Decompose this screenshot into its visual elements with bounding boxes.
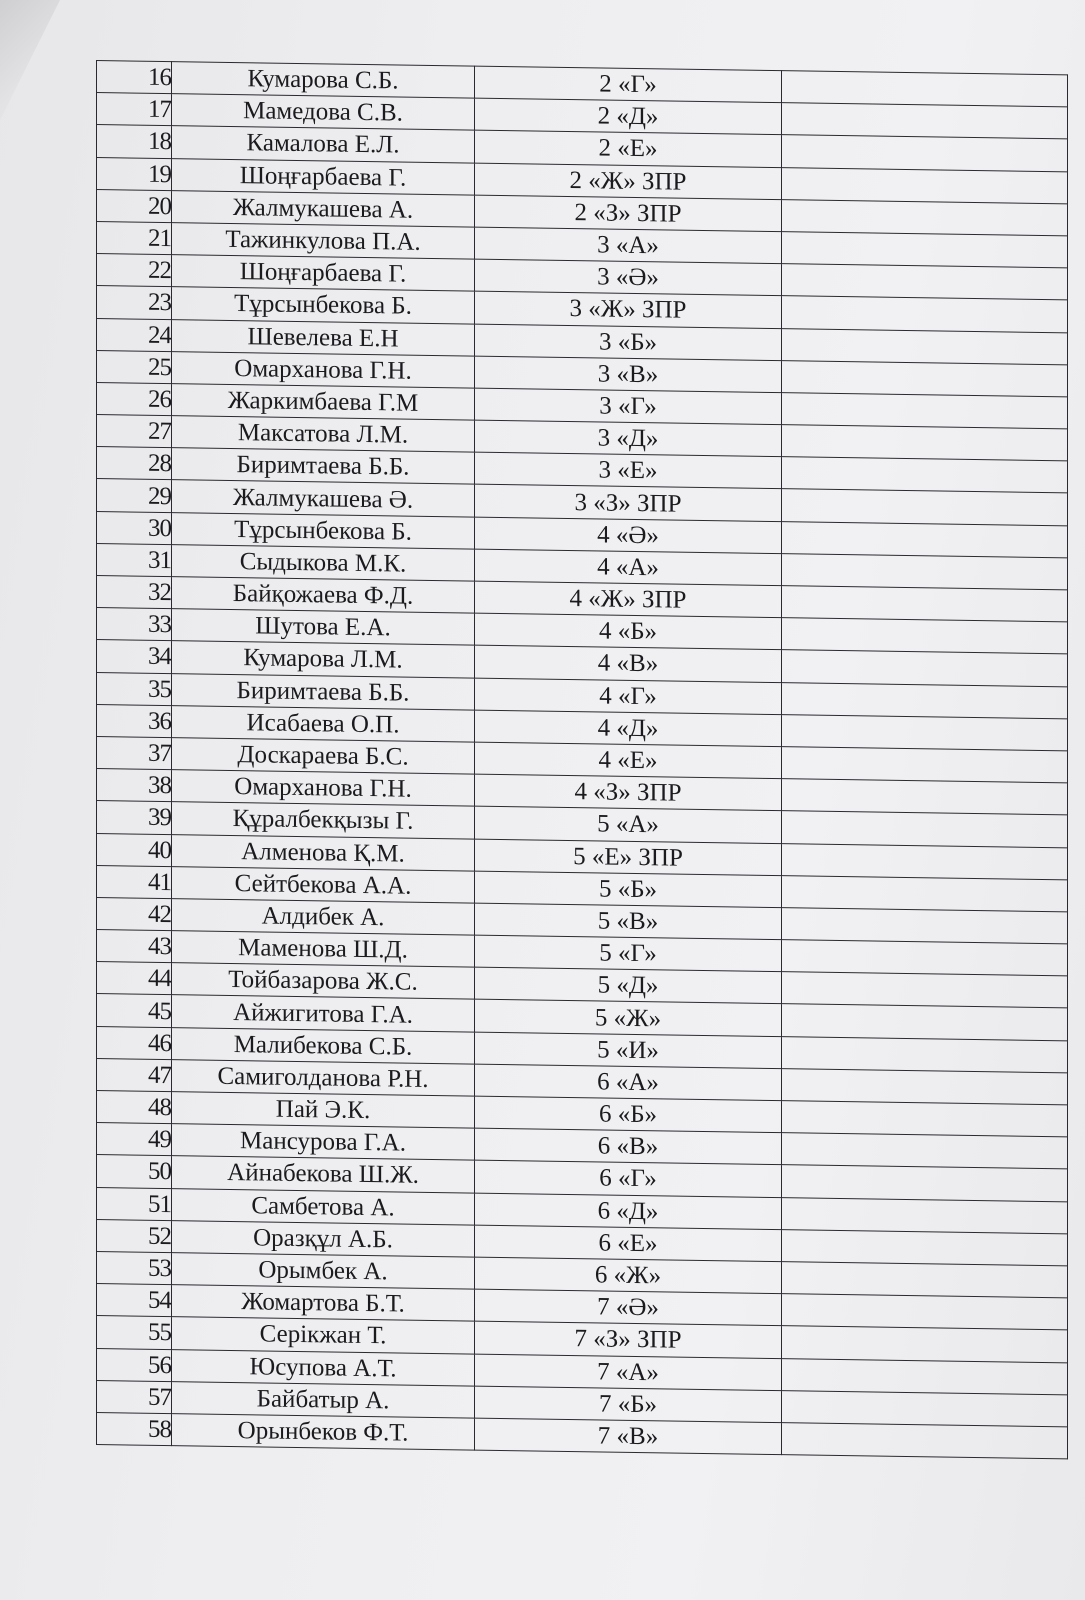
row-number: 37: [97, 736, 172, 769]
class-name: 5 «И»: [475, 1032, 782, 1069]
row-number: 34: [97, 640, 172, 673]
class-name: 4 «Е»: [475, 742, 782, 779]
class-name: 4 «В»: [475, 645, 782, 682]
class-name: 6 «Г»: [475, 1160, 782, 1197]
note-cell: [782, 1229, 1068, 1265]
row-number: 25: [97, 350, 172, 383]
row-number: 49: [97, 1123, 172, 1156]
row-number: 29: [97, 479, 172, 512]
class-name: 3 «Д»: [475, 420, 782, 457]
note-cell: [782, 618, 1068, 654]
note-cell: [782, 1197, 1068, 1233]
class-name: 7 «З» ЗПР: [475, 1321, 782, 1358]
teacher-name: Тойбазарова Ж.С.: [172, 963, 475, 1000]
teacher-name: Доскараева Б.С.: [172, 738, 475, 775]
row-number: 44: [97, 962, 172, 995]
row-number: 48: [97, 1091, 172, 1124]
teacher-name: Шоңғарбаева Г.: [172, 158, 475, 195]
teacher-name: Серікжан Т.: [172, 1317, 475, 1354]
class-name: 6 «Ж»: [475, 1257, 782, 1294]
teacher-class-table: [96, 60, 1068, 1459]
class-name: 6 «Б»: [475, 1096, 782, 1133]
teacher-name: Айжигитова Г.А.: [172, 995, 475, 1032]
row-number: 58: [97, 1412, 172, 1445]
teacher-name: Самбетова А.: [172, 1188, 475, 1225]
row-number: 31: [97, 543, 172, 576]
row-number: 28: [97, 447, 172, 480]
note-cell: [782, 1390, 1068, 1426]
note-cell: [782, 650, 1068, 686]
class-name: 3 «Ә»: [475, 259, 782, 296]
row-number: 35: [97, 672, 172, 705]
note-cell: [782, 457, 1068, 493]
row-number: 41: [97, 865, 172, 898]
teacher-name: Жомартова Б.Т.: [172, 1285, 475, 1322]
teacher-name: Орынбеков Ф.Т.: [172, 1413, 475, 1450]
teacher-name: Камалова Е.Л.: [172, 126, 475, 163]
class-name: 7 «В»: [475, 1418, 782, 1455]
note-cell: [782, 1068, 1068, 1104]
note-cell: [782, 71, 1068, 107]
note-cell: [782, 1358, 1068, 1394]
note-cell: [782, 1004, 1068, 1040]
class-name: 5 «Г»: [475, 935, 782, 972]
teacher-name: Байбатыр А.: [172, 1381, 475, 1418]
class-name: 5 «Б»: [475, 871, 782, 908]
row-number: 32: [97, 576, 172, 609]
row-number: 52: [97, 1219, 172, 1252]
row-number: 24: [97, 318, 172, 351]
class-name: 5 «Е» ЗПР: [475, 839, 782, 876]
note-cell: [782, 360, 1068, 396]
class-name: 2 «Д»: [475, 98, 782, 135]
class-name: 3 «З» ЗПР: [475, 485, 782, 522]
class-name: 2 «Ж» ЗПР: [475, 163, 782, 200]
class-name: 2 «Е»: [475, 130, 782, 167]
teacher-name: Биримтаева Б.Б.: [172, 448, 475, 485]
class-name: 2 «Г»: [475, 66, 782, 103]
teacher-name: Байқожаева Ф.Д.: [172, 577, 475, 614]
row-number: 38: [97, 769, 172, 802]
teacher-name: Кумарова Л.М.: [172, 641, 475, 678]
class-name: 3 «Б»: [475, 324, 782, 361]
teacher-name: Омарханова Г.Н.: [172, 770, 475, 807]
note-cell: [782, 232, 1068, 268]
row-number: 16: [97, 61, 172, 94]
class-name: 6 «А»: [475, 1064, 782, 1101]
note-cell: [782, 264, 1068, 300]
teacher-name: Сыдыкова М.К.: [172, 544, 475, 581]
class-name: 5 «Д»: [475, 967, 782, 1004]
note-cell: [782, 489, 1068, 525]
note-cell: [782, 1262, 1068, 1298]
note-cell: [782, 1294, 1068, 1330]
class-name: 3 «В»: [475, 356, 782, 393]
note-cell: [782, 199, 1068, 235]
teacher-name: Малибекова С.Б.: [172, 1027, 475, 1064]
class-name: 4 «Ж» ЗПР: [475, 581, 782, 618]
class-name: 4 «З» ЗПР: [475, 774, 782, 811]
teacher-name: Жалмукашева А.: [172, 190, 475, 227]
row-number: 21: [97, 221, 172, 254]
teacher-name: Шутова Е.А.: [172, 609, 475, 646]
teacher-name: Алдибек А.: [172, 898, 475, 935]
row-number: 17: [97, 93, 172, 126]
teacher-name: Максатова Л.М.: [172, 416, 475, 453]
note-cell: [782, 714, 1068, 750]
teacher-name: Жаркимбаева Г.М: [172, 383, 475, 420]
row-number: 42: [97, 897, 172, 930]
row-number: 36: [97, 704, 172, 737]
row-number: 46: [97, 1026, 172, 1059]
note-cell: [782, 843, 1068, 879]
note-cell: [782, 1423, 1068, 1459]
class-name: 7 «А»: [475, 1354, 782, 1391]
note-cell: [782, 747, 1068, 783]
teacher-name: Самиголданова Р.Н.: [172, 1059, 475, 1096]
note-cell: [782, 908, 1068, 944]
teacher-name: Шевелева Е.Н: [172, 319, 475, 356]
row-number: 54: [97, 1284, 172, 1317]
class-name: 7 «Ә»: [475, 1289, 782, 1326]
teacher-name: Кумарова С.Б.: [172, 62, 475, 99]
teacher-name: Биримтаева Б.Б.: [172, 673, 475, 710]
note-cell: [782, 1165, 1068, 1201]
note-cell: [782, 103, 1068, 139]
teacher-name: Юсупова А.Т.: [172, 1349, 475, 1386]
row-number: 57: [97, 1380, 172, 1413]
teacher-name: Орымбек А.: [172, 1253, 475, 1290]
note-cell: [782, 553, 1068, 589]
class-name: 4 «Г»: [475, 678, 782, 715]
class-name: 3 «Г»: [475, 388, 782, 425]
note-cell: [782, 1036, 1068, 1072]
row-number: 27: [97, 415, 172, 448]
class-name: 4 «Ә»: [475, 517, 782, 554]
teacher-name: Мансурова Г.А.: [172, 1124, 475, 1161]
teacher-name: Шоңғарбаева Г.: [172, 255, 475, 292]
table-body: [97, 61, 1068, 1459]
class-name: 3 «А»: [475, 227, 782, 264]
note-cell: [782, 393, 1068, 429]
document-page: [96, 60, 1068, 1459]
note-cell: [782, 328, 1068, 364]
class-name: 3 «Ж» ЗПР: [475, 291, 782, 328]
note-cell: [782, 135, 1068, 171]
teacher-name: Пай Э.К.: [172, 1092, 475, 1129]
class-name: 7 «Б»: [475, 1386, 782, 1423]
row-number: 50: [97, 1155, 172, 1188]
class-name: 5 «Ж»: [475, 1000, 782, 1037]
row-number: 55: [97, 1316, 172, 1349]
class-name: 2 «З» ЗПР: [475, 195, 782, 232]
note-cell: [782, 425, 1068, 461]
row-number: 53: [97, 1251, 172, 1284]
note-cell: [782, 972, 1068, 1008]
teacher-name: Тұрсынбекова Б.: [172, 287, 475, 324]
note-cell: [782, 875, 1068, 911]
class-name: 3 «Е»: [475, 452, 782, 489]
note-cell: [782, 1101, 1068, 1137]
row-number: 20: [97, 189, 172, 222]
note-cell: [782, 1133, 1068, 1169]
class-name: 5 «А»: [475, 806, 782, 843]
note-cell: [782, 167, 1068, 203]
row-number: 43: [97, 930, 172, 963]
row-number: 18: [97, 125, 172, 158]
class-name: 4 «Б»: [475, 613, 782, 650]
teacher-name: Тажинкулова П.А.: [172, 223, 475, 260]
teacher-name: Оразқұл А.Б.: [172, 1220, 475, 1257]
row-number: 30: [97, 511, 172, 544]
teacher-name: Алменова Қ.М.: [172, 834, 475, 871]
teacher-name: Мамедова С.В.: [172, 94, 475, 131]
teacher-name: Омарханова Г.Н.: [172, 351, 475, 388]
row-number: 40: [97, 833, 172, 866]
row-number: 45: [97, 994, 172, 1027]
row-number: 19: [97, 157, 172, 190]
teacher-name: Маменова Ш.Д.: [172, 931, 475, 968]
note-cell: [782, 940, 1068, 976]
class-name: 4 «А»: [475, 549, 782, 586]
note-cell: [782, 296, 1068, 332]
row-number: 47: [97, 1058, 172, 1091]
class-name: 6 «В»: [475, 1128, 782, 1165]
class-name: 4 «Д»: [475, 710, 782, 747]
teacher-name: Құралбекқызы Г.: [172, 802, 475, 839]
class-name: 6 «Е»: [475, 1225, 782, 1262]
note-cell: [782, 779, 1068, 815]
class-name: 6 «Д»: [475, 1193, 782, 1230]
row-number: 51: [97, 1187, 172, 1220]
row-number: 26: [97, 382, 172, 415]
class-name: 5 «В»: [475, 903, 782, 940]
note-cell: [782, 586, 1068, 622]
row-number: 22: [97, 254, 172, 287]
teacher-name: Тұрсынбекова Б.: [172, 512, 475, 549]
note-cell: [782, 1326, 1068, 1362]
teacher-name: Айнабекова Ш.Ж.: [172, 1156, 475, 1193]
row-number: 23: [97, 286, 172, 319]
row-number: 39: [97, 801, 172, 834]
note-cell: [782, 521, 1068, 557]
note-cell: [782, 682, 1068, 718]
row-number: 33: [97, 608, 172, 641]
teacher-name: Сейтбекова А.А.: [172, 866, 475, 903]
teacher-name: Исабаева О.П.: [172, 705, 475, 742]
note-cell: [782, 811, 1068, 847]
teacher-name: Жалмукашева Ә.: [172, 480, 475, 517]
row-number: 56: [97, 1348, 172, 1381]
